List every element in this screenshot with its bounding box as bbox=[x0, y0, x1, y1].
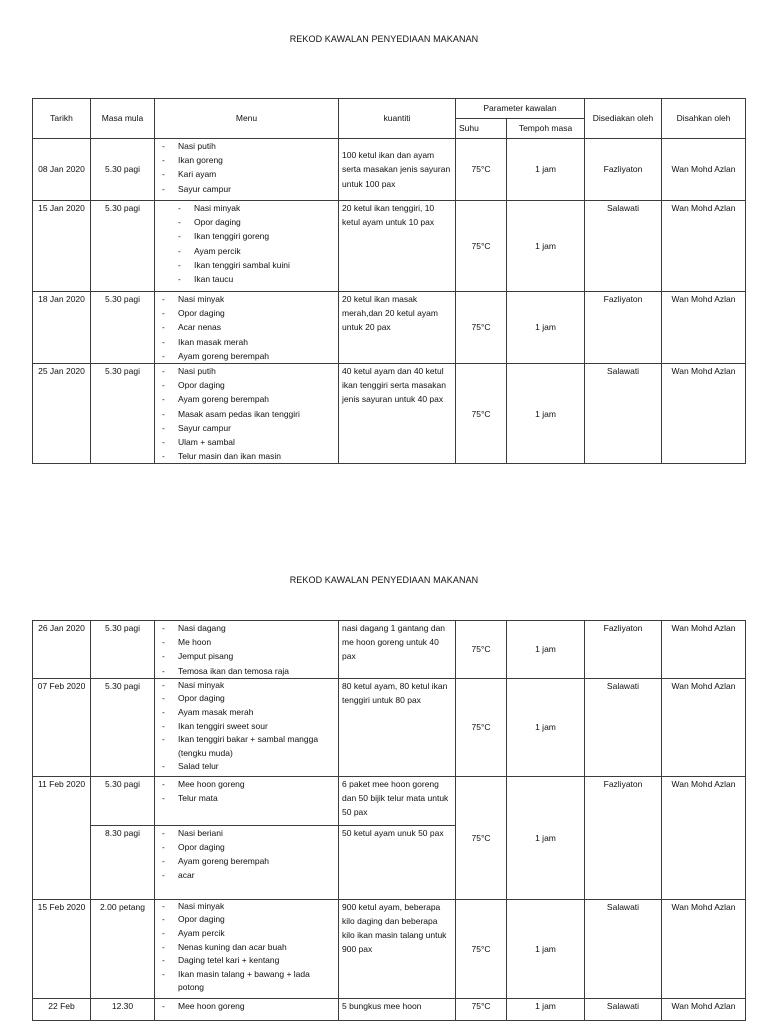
approved-by-cell: Wan Mohd Azlan bbox=[662, 292, 746, 364]
approved-by-cell: Wan Mohd Azlan bbox=[662, 899, 746, 998]
approved-by-cell: Wan Mohd Azlan bbox=[662, 201, 746, 292]
temperature-cell: 75°C bbox=[456, 776, 507, 899]
duration-cell: 1 jam bbox=[507, 776, 585, 899]
duration-cell: 1 jam bbox=[507, 678, 585, 776]
temperature-cell: 75°C bbox=[456, 899, 507, 998]
time-cell: 5.30 pagi bbox=[91, 364, 155, 464]
menu-item: - Ikan taucu bbox=[158, 272, 335, 286]
header-tempoh-masa: Tempoh masa bbox=[507, 119, 585, 139]
header-masa-mula: Masa mula bbox=[91, 99, 155, 139]
menu-item: - Nasi minyak bbox=[158, 900, 335, 914]
approved-by-cell: Wan Mohd Azlan bbox=[662, 364, 746, 464]
approved-by-cell: Wan Mohd Azlan bbox=[662, 139, 746, 201]
approved-by-cell: Wan Mohd Azlan bbox=[662, 678, 746, 776]
temperature-cell: 75°C bbox=[456, 364, 507, 464]
menu-item: - Ayam goreng berempah bbox=[158, 349, 335, 363]
menu-cell bbox=[155, 292, 339, 364]
time-cell: 12.30 bbox=[91, 998, 155, 1020]
menu-cell bbox=[155, 899, 339, 998]
date-cell: 18 Jan 2020 bbox=[33, 292, 91, 364]
quantity-cell: 6 paket mee hoon goreng dan 50 bijik telur mata untuk 50 pax bbox=[339, 776, 456, 825]
table-row bbox=[33, 364, 746, 464]
approved-by-cell: Wan Mohd Azlan bbox=[662, 998, 746, 1020]
temperature-cell: 75°C bbox=[456, 292, 507, 364]
prepared-by-cell: Fazliyaton bbox=[585, 621, 662, 679]
menu-item: - Ikan masin talang + bawang + lada potong bbox=[158, 968, 335, 995]
menu-item: - Masak asam pedas ikan tenggiri bbox=[158, 407, 335, 421]
menu-cell bbox=[155, 678, 339, 776]
duration-cell: 1 jam bbox=[507, 139, 585, 201]
menu-item: - Nasi dagang bbox=[158, 621, 335, 635]
quantity-cell: 80 ketul ayam, 80 ketul ikan tenggiri untuk 80 pax bbox=[339, 678, 456, 776]
date-cell: 26 Jan 2020 bbox=[33, 621, 91, 679]
page-title: REKOD KAWALAN PENYEDIAAN MAKANAN bbox=[289, 34, 479, 44]
header-parameter-kawalan: Parameter kawalan bbox=[456, 99, 585, 119]
prepared-by-cell: Fazliyaton bbox=[585, 292, 662, 364]
table-row bbox=[33, 139, 746, 201]
menu-item: - Ikan tenggiri goreng bbox=[158, 229, 335, 243]
header-disediakan-oleh: Disediakan oleh bbox=[585, 99, 662, 139]
table-row bbox=[33, 998, 746, 1020]
temperature-cell: 75°C bbox=[456, 201, 507, 292]
date-cell: 25 Jan 2020 bbox=[33, 364, 91, 464]
quantity-cell: nasi dagang 1 gantang dan me hoon goreng untuk 40 pax bbox=[339, 621, 456, 679]
duration-cell: 1 jam bbox=[507, 621, 585, 679]
quantity-cell: 40 ketul ayam dan 40 ketul ikan tenggiri serta masakan jenis sayuran untuk 40 pax bbox=[339, 364, 456, 464]
date-cell: 22 Feb bbox=[33, 998, 91, 1020]
time-cell: 2.00 petang bbox=[91, 899, 155, 998]
menu-item: - Nasi beriani bbox=[158, 826, 335, 840]
header-suhu: Suhu bbox=[456, 119, 507, 139]
header-kuantiti: kuantiti bbox=[339, 99, 456, 139]
table-row bbox=[33, 621, 746, 679]
prepared-by-cell: Salawati bbox=[585, 678, 662, 776]
quantity-cell: 900 ketul ayam, beberapa kilo daging dan beberapa kilo ikan masin talang untuk 900 pax bbox=[339, 899, 456, 998]
menu-item: - Mee hoon goreng bbox=[158, 999, 335, 1013]
table-row bbox=[33, 201, 746, 292]
menu-item: - Sayur campur bbox=[158, 182, 335, 196]
menu-item: - Me hoon bbox=[158, 635, 335, 649]
page-title-2: REKOD KAWALAN PENYEDIAAN MAKANAN bbox=[289, 575, 479, 585]
menu-cell bbox=[155, 776, 339, 825]
time-cell: 5.30 pagi bbox=[91, 621, 155, 679]
menu-item: - Nasi minyak bbox=[158, 201, 335, 215]
menu-item: - Opor daging bbox=[158, 913, 335, 927]
prepared-by-cell: Salawati bbox=[585, 998, 662, 1020]
menu-item: - Opor daging bbox=[158, 378, 335, 392]
menu-item: - Ikan masak merah bbox=[158, 335, 335, 349]
menu-item: - Telur mata bbox=[158, 791, 335, 805]
prepared-by-cell: Salawati bbox=[585, 364, 662, 464]
duration-cell: 1 jam bbox=[507, 292, 585, 364]
header-row bbox=[33, 99, 746, 119]
date-cell: 07 Feb 2020 bbox=[33, 678, 91, 776]
duration-cell: 1 jam bbox=[507, 998, 585, 1020]
table-row bbox=[33, 776, 746, 825]
menu-item: - Acar nenas bbox=[158, 320, 335, 334]
duration-cell: 1 jam bbox=[507, 899, 585, 998]
menu-item: - Daging tetel kari + kentang bbox=[158, 954, 335, 968]
menu-item: - Temosa ikan dan temosa raja bbox=[158, 664, 335, 678]
menu-item: - Nenas kuning dan acar buah bbox=[158, 941, 335, 955]
menu-item: - Telur masin dan ikan masin bbox=[158, 449, 335, 463]
prepared-by-cell: Salawati bbox=[585, 201, 662, 292]
header-menu: Menu bbox=[155, 99, 339, 139]
menu-item: - Ikan tenggiri sambal kuini bbox=[158, 258, 335, 272]
menu-cell bbox=[155, 201, 339, 292]
quantity-cell: 5 bungkus mee hoon bbox=[339, 998, 456, 1020]
menu-item: - Ayam masak merah bbox=[158, 706, 335, 720]
menu-item: - Opor daging bbox=[158, 692, 335, 706]
header-tarikh: Tarikh bbox=[33, 99, 91, 139]
prepared-by-cell: Fazliyaton bbox=[585, 139, 662, 201]
food-prep-table-1 bbox=[32, 98, 746, 464]
menu-item: - Ulam + sambal bbox=[158, 435, 335, 449]
menu-item: - Nasi minyak bbox=[158, 292, 335, 306]
time-cell: 5.30 pagi bbox=[91, 678, 155, 776]
menu-item: - Opor daging bbox=[158, 215, 335, 229]
menu-item: - Ikan tenggiri bakar + sambal mangga (tengku muda) bbox=[158, 733, 335, 760]
menu-item: - Nasi putih bbox=[158, 364, 335, 378]
quantity-cell: 100 ketul ikan dan ayam serta masakan jenis sayuran untuk 100 pax bbox=[339, 139, 456, 201]
time-cell: 5.30 pagi bbox=[91, 292, 155, 364]
menu-item: - Ayam goreng berempah bbox=[158, 392, 335, 406]
table-row bbox=[33, 899, 746, 998]
menu-item: - Opor daging bbox=[158, 840, 335, 854]
date-cell: 15 Feb 2020 bbox=[33, 899, 91, 998]
date-cell: 15 Jan 2020 bbox=[33, 201, 91, 292]
menu-item: - Opor daging bbox=[158, 306, 335, 320]
food-prep-table-2 bbox=[32, 620, 746, 1021]
header-disahkan-oleh: Disahkan oleh bbox=[662, 99, 746, 139]
temperature-cell: 75°C bbox=[456, 139, 507, 201]
menu-cell bbox=[155, 621, 339, 679]
menu-cell bbox=[155, 998, 339, 1020]
menu-item: - Sayur campur bbox=[158, 421, 335, 435]
time-cell: 5.30 pagi bbox=[91, 776, 155, 825]
menu-item: - Ayam percik bbox=[158, 927, 335, 941]
duration-cell: 1 jam bbox=[507, 201, 585, 292]
menu-item: - Mee hoon goreng bbox=[158, 777, 335, 791]
temperature-cell: 75°C bbox=[456, 678, 507, 776]
table-row bbox=[33, 678, 746, 776]
approved-by-cell: Wan Mohd Azlan bbox=[662, 776, 746, 899]
menu-cell bbox=[155, 825, 339, 899]
temperature-cell: 75°C bbox=[456, 621, 507, 679]
menu-item: - Nasi putih bbox=[158, 139, 335, 153]
date-cell: 11 Feb 2020 bbox=[33, 776, 91, 899]
menu-cell bbox=[155, 139, 339, 201]
quantity-cell: 50 ketul ayam unuk 50 pax bbox=[339, 825, 456, 899]
menu-item: - Salad telur bbox=[158, 760, 335, 774]
duration-cell: 1 jam bbox=[507, 364, 585, 464]
quantity-cell: 20 ketul ikan masak merah,dan 20 ketul ayam untuk 20 pax bbox=[339, 292, 456, 364]
menu-item: - Jemput pisang bbox=[158, 649, 335, 663]
date-cell: 08 Jan 2020 bbox=[33, 139, 91, 201]
menu-item: - Ayam percik bbox=[158, 244, 335, 258]
time-cell: 5.30 pagi bbox=[91, 201, 155, 292]
menu-item: - Ayam goreng berempah bbox=[158, 854, 335, 868]
time-cell: 5.30 pagi bbox=[91, 139, 155, 201]
quantity-cell: 20 ketul ikan tenggiri, 10 ketul ayam untuk 10 pax bbox=[339, 201, 456, 292]
approved-by-cell: Wan Mohd Azlan bbox=[662, 621, 746, 679]
menu-item: - Nasi minyak bbox=[158, 679, 335, 693]
menu-cell bbox=[155, 364, 339, 464]
temperature-cell: 75°C bbox=[456, 998, 507, 1020]
prepared-by-cell: Salawati bbox=[585, 899, 662, 998]
menu-item: - Ikan tenggiri sweet sour bbox=[158, 720, 335, 734]
menu-item: - Kari ayam bbox=[158, 167, 335, 181]
menu-item: - Ikan goreng bbox=[158, 153, 335, 167]
time-cell: 8.30 pagi bbox=[91, 825, 155, 899]
prepared-by-cell: Fazliyaton bbox=[585, 776, 662, 899]
menu-item: - acar bbox=[158, 868, 335, 882]
table-row bbox=[33, 292, 746, 364]
